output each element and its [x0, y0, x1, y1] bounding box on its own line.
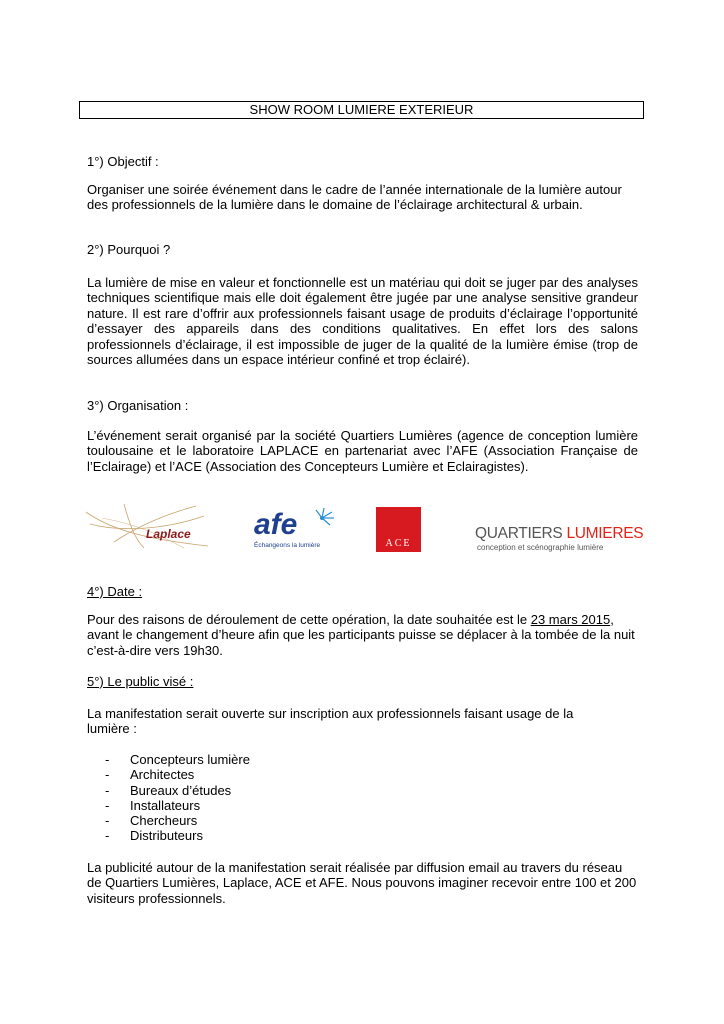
svg-text:QUARTIERS LUMIERES — [475, 525, 643, 542]
audience-list-container — [87, 752, 638, 844]
list-item: - Concepteurs lumière — [105, 752, 250, 767]
audience-list — [87, 752, 638, 844]
heading-objectif: 1°) Objectif : — [87, 154, 159, 169]
paragraph-pourquoi: La lumière de mise en valeur et fonctionnelle est un matériau qui doit se juger par des analyses techniques scientifique mais elle doit également être jugée par une analyse sensitive grandeur nature. Il est rare d’offrir aux professionnels faisant usage de produits d’éclairage l’opportunité d’essayer des appareils dans des conditions qualitatives. En effet lors des salons professionnels d’éclairage, il est impossible de juger de la qualité de la lumière émise (trop de sources allumées dans un espace intérieur confiné et trop éclairé). — [87, 275, 638, 368]
list-item: - Distributeurs — [105, 828, 203, 844]
afe-logo — [252, 506, 336, 550]
quartiers-lumieres-logo — [474, 520, 644, 554]
paragraph-public-closing: La publicité autour de la manifestation serait réalisée par diffusion email au travers du réseau de Quartiers Lumières, Laplace, ACE et AFE. Nous pouvons imaginer recevoir entre 100 et 200 visiteurs professionnels. — [87, 860, 637, 906]
heading-organisation: 3°) Organisation : — [87, 398, 189, 413]
paragraph-date: Pour des raisons de déroulement de cette opération, la date souhaitée est le 23 mars 2015, avant le changement d’heure afin que les participants puisse se déplacer à la tombée de la nuit c’est-à-dire vers 19h30. — [87, 612, 635, 658]
afe-logo-tagline: Échangeons la lumière — [254, 542, 321, 549]
laplace-logo — [84, 502, 210, 550]
list-item: - Architectes — [105, 767, 195, 783]
list-item: - Bureaux d’études — [105, 782, 232, 798]
ace-logo — [376, 507, 421, 552]
event-date: 23 mars 2015 — [530, 612, 611, 627]
heading-public: 5°) Le public visé : — [87, 674, 194, 689]
quartiers-logo-text-b: LUMIERES — [566, 525, 644, 542]
paragraph-public-intro: La manifestation serait ouverte sur inscription aux professionnels faisant usage de la lumière : — [87, 706, 574, 737]
afe-logo-text: afe — [254, 508, 298, 541]
list-item: - Installateurs — [105, 797, 201, 813]
list-item: - Chercheurs — [105, 813, 198, 829]
laplace-logo-text: Laplace — [146, 527, 191, 541]
paragraph-objectif: Organiser une soirée événement dans le cadre de l’année internationale de la lumière autour des professionnels de la lumière dans le domaine de l’éclairage architectural & urbain. — [87, 182, 622, 213]
document-title: SHOW ROOM LUMIERE EXTERIEUR — [79, 101, 644, 119]
quartiers-logo-tagline: conception et scénographie lumière — [477, 543, 604, 552]
heading-date: 4°) Date : — [87, 584, 143, 599]
paragraph-organisation: L’événement serait organisé par la société Quartiers Lumières (agence de conception lumière toulousaine et le laboratoire LAPLACE en partenariat avec l’AFE (Association Française de l’Eclairage) et l’ACE (Association des Concepteurs Lumière et Eclairagistes). — [87, 428, 638, 474]
quartiers-logo-text-a: QUARTIERS — [475, 525, 567, 542]
ace-logo-text: ACE — [385, 538, 412, 549]
heading-pourquoi: 2°) Pourquoi ? — [87, 242, 171, 257]
